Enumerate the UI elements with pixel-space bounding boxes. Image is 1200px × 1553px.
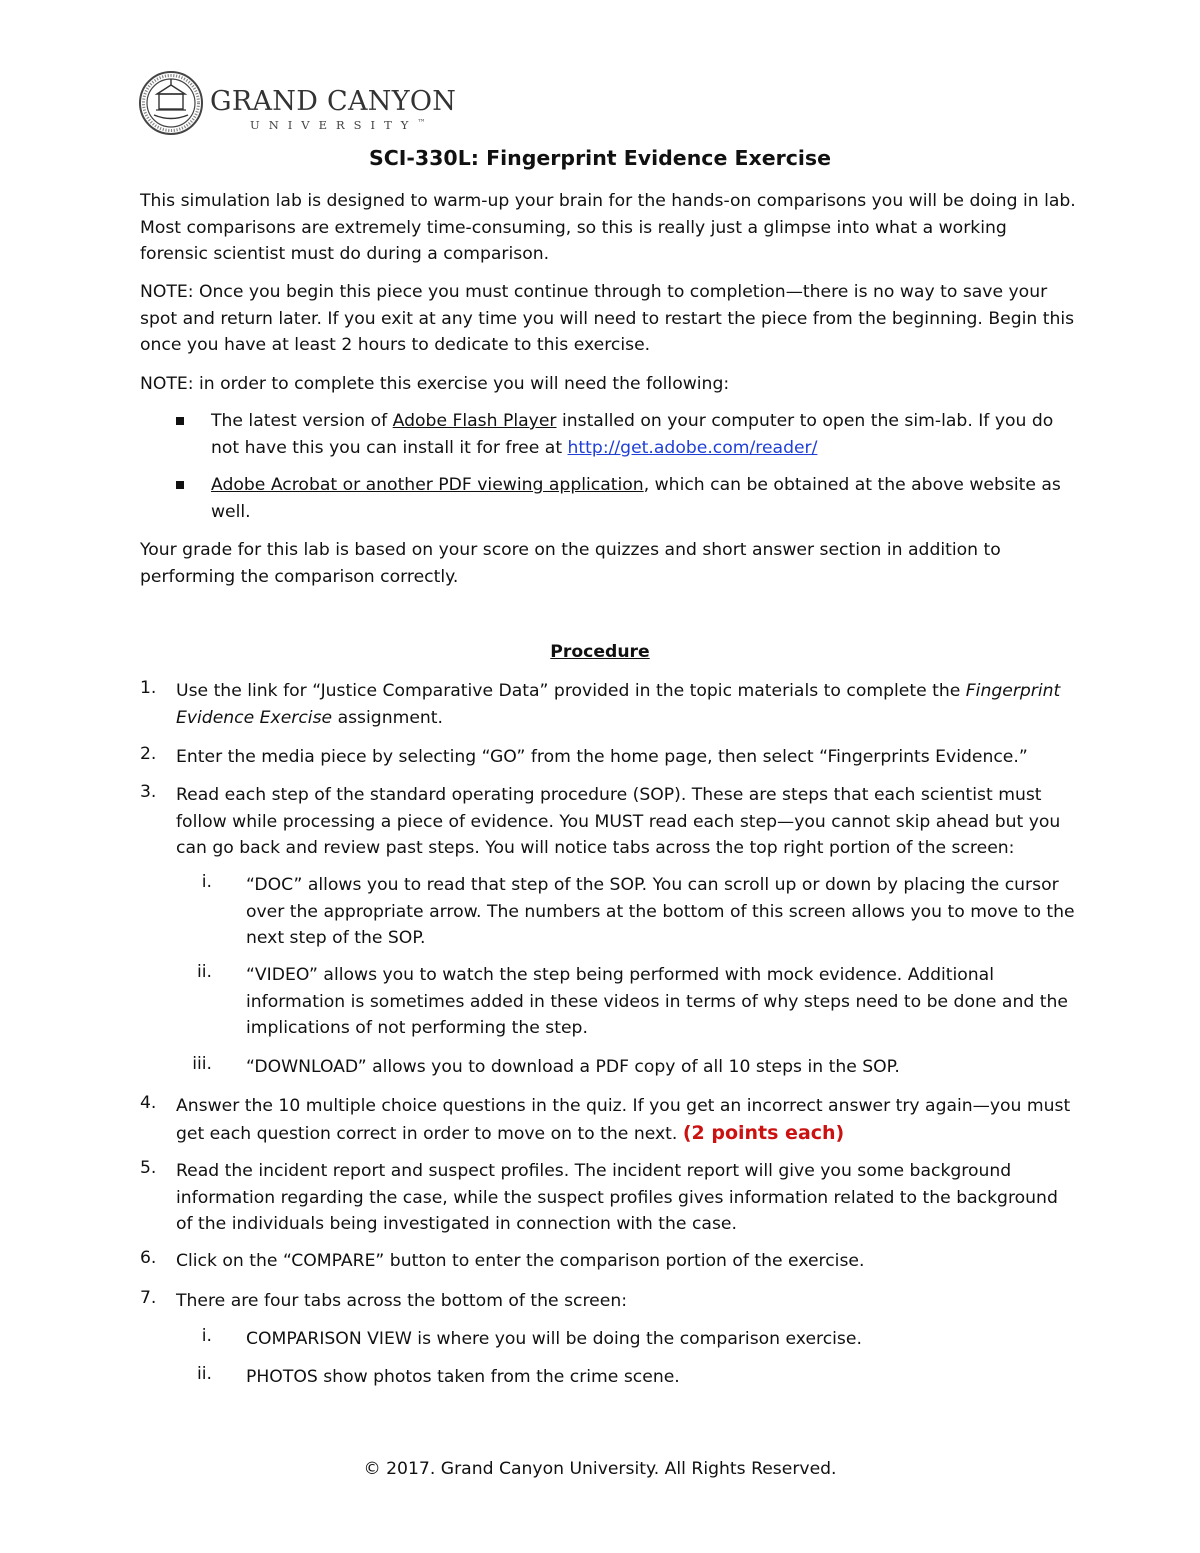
substep-number: ii. [196, 1364, 212, 1384]
step-3-download: “DOWNLOAD” allows you to download a PDF copy of all 10 steps in the SOP. [246, 1057, 900, 1077]
adobe-reader-url-link[interactable]: http://get.adobe.com/reader/ [567, 437, 818, 458]
logo-subtitle: UNIVERSITY™ [250, 118, 426, 132]
step-4: Answer the 10 multiple choice questions in the quiz. If you get an incorrect answer try again—you must get each question correct in order to move on to the next. (2 points each) [176, 1096, 1071, 1144]
step-number: 1. [140, 678, 157, 698]
procedure-heading: Procedure [550, 642, 650, 662]
step-1: Use the link for “Justice Comparative Data” provided in the topic materials to complete the Fingerprint Evidence Exercise assignment. [176, 681, 1061, 728]
step-7-comparison-view: COMPARISON VIEW is where you will be doing the comparison exercise. [246, 1329, 862, 1349]
substep-number: i. [201, 1326, 212, 1346]
flash-player-link[interactable]: Adobe Flash Player [392, 411, 557, 431]
step-3-doc: “DOC” allows you to read that step of the SOP. You can scroll up or down by placing the cursor over the appropriate arrow. The numbers at the bottom of this screen allows you to move to the next step of the SOP. [246, 875, 1075, 948]
points-badge: (2 points each) [682, 1121, 845, 1144]
intro-paragraph: This simulation lab is designed to warm-up your brain for the hands-on comparisons you will be doing in lab. Most comparisons are extremely time-consuming, so this is really just a glimpse into what a working forensic scientist must do during a comparison. [140, 191, 1076, 264]
substep-number: ii. [196, 962, 212, 982]
step-number: 5. [140, 1158, 157, 1178]
step-6: Click on the “COMPARE” button to enter the comparison portion of the exercise. [176, 1251, 865, 1271]
step-number: 3. [140, 782, 157, 802]
university-logo [138, 70, 457, 138]
step-number: 2. [140, 744, 157, 764]
note-requirements-paragraph: NOTE: in order to complete this exercise you will need the following: [140, 374, 730, 394]
logo-wordmark: GRAND CANYON [210, 86, 457, 117]
step-5: Read the incident report and suspect profiles. The incident report will give you some background information regarding the case, while the suspect profiles gives information related to the background of the individuals being investigated in connection with the case. [176, 1161, 1058, 1234]
step-2: Enter the media piece by selecting “GO” from the home page, then select “Fingerprints Evidence.” [176, 747, 1028, 767]
step-number: 6. [140, 1248, 157, 1268]
step-3-video: “VIDEO” allows you to watch the step being performed with mock evidence. Additional information is sometimes added in these videos in terms of why steps need to be done and the implications of not performing the step. [246, 965, 1068, 1038]
bullet-marker [176, 417, 184, 425]
requirement-pdf-viewer: Adobe Acrobat or another PDF viewing application, which can be obtained at the above website as well. [211, 475, 1061, 522]
note-save-paragraph: NOTE: Once you begin this piece you must continue through to completion—there is no way to save your spot and return later. If you exit at any time you will need to restart the piece from the beginning. Begin this once you have at least 2 hours to dedicate to this exercise. [140, 282, 1075, 355]
step-number: 4. [140, 1093, 157, 1113]
grade-paragraph: Your grade for this lab is based on your score on the quizzes and short answer section in addition to performing the comparison correctly. [140, 540, 1001, 587]
copyright-footer: © 2017. Grand Canyon University. All Rights Reserved. [363, 1459, 837, 1479]
step-3: Read each step of the standard operating procedure (SOP). These are steps that each scientist must follow while processing a piece of evidence. You MUST read each step—you cannot skip ahead but you can go back and review past steps. You will notice tabs across the top right portion of the screen: [176, 785, 1061, 858]
step-7-photos: PHOTOS show photos taken from the crime scene. [246, 1367, 680, 1387]
step-7: There are four tabs across the bottom of the screen: [176, 1291, 628, 1311]
requirement-flash-player: The latest version of Adobe Flash Player installed on your computer to open the sim-lab. If you do not have this you can install it for free at http://get.adobe.com/reader/ [211, 411, 1054, 458]
substep-number: i. [201, 872, 212, 892]
substep-number: iii. [192, 1054, 212, 1074]
step-number: 7. [140, 1288, 157, 1308]
pdf-viewer-link[interactable]: Adobe Acrobat or another PDF viewing application [211, 475, 644, 495]
page-title: SCI-330L: Fingerprint Evidence Exercise [368, 146, 832, 170]
university-seal-icon [138, 70, 204, 136]
bullet-marker [176, 481, 184, 489]
